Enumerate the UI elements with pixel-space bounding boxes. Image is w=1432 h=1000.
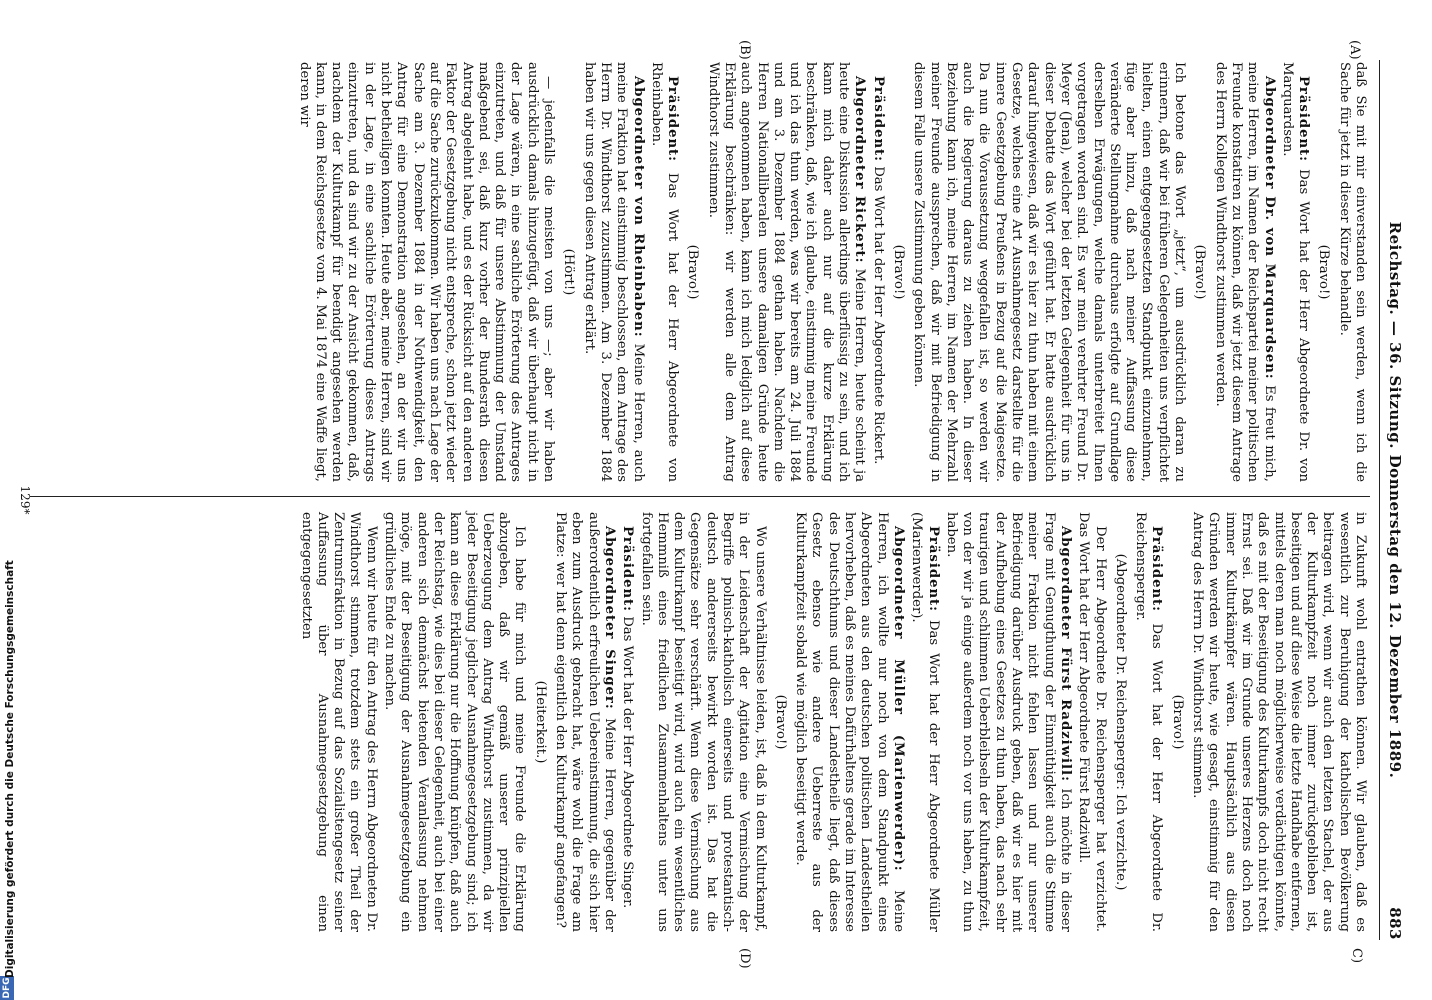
stage-direction: (Bravo!) [1316, 244, 1332, 300]
speech-paragraph [869, 62, 885, 482]
speech-text: Meine Herren, ich wollte nur noch von dem Standpunkt eines Abgeordneten aus den deutschen politischen Landestheilen hervorheben, daß es meines Dafürhaltens gerade im Interesse des Deutschthums und dieser Landestheile liegt, daß dieses Gesetz ebenso wie andere Ueberreste aus der Kulturkampfzeit sobald wie möglich beseitigt werde. [793, 512, 906, 932]
speech-text: Das Wort hat der Herr Abgeordnete Dr. Reichensperger. [1133, 512, 1165, 932]
speaker-name: Präsident: [1296, 76, 1312, 163]
speech-paragraph [648, 62, 681, 482]
stage-direction: (Heiterkeit.) [532, 680, 548, 764]
speech-paragraph [1279, 62, 1312, 482]
speaker-name: Abgeordneter Dr. von Marquardsen: [1261, 76, 1277, 380]
speech-text: Meine Herren, auch meine Fraktion hat einstimmig beschlossen, dem Antrage des Herrn Dr. Windthorst zuzustimmen. Am 3. Dezember 1884 haben wir uns gegen diesen Antrag erklärt. [581, 62, 646, 482]
speech-paragraph [908, 512, 941, 932]
speaker-name: Abgeordneter Fürst Radziwill: [1057, 526, 1073, 782]
speech-paragraph [580, 62, 645, 482]
speech-text: Das Wort hat der Herr Abgeordnete Singer. [620, 616, 636, 909]
page-header [1382, 60, 1404, 940]
text-paragraph: — jedenfalls die meisten von uns —; aber wir haben ausdrücklich damals hinzugefügt, daß wir überhaupt nicht in der Lage wären, in eine sachliche Erörterung des Antrages einzutreten, und daß für unsere Abstimmung der Umstand maßgebend sei, daß kurz vorher der Bundesrath diesen Antrag abgelehnt habe, und es der Rücksicht auf den anderen Faktor der Gesetzgebung nicht entspreche, schon jetzt wieder auf die Sache zurückzukommen. Wir haben uns nach Lage der Sache am 3. Dezember 1884 in der Nothwendigkeit, den Antrag für eine Demonstration angesehen, an der wir uns nicht betheiligen konnten. Heute aber, meine Herren, sind wir in der Lage, in eine sachliche Erörterung dieses Antrags einzutreten, und da sind wir zu der Ansicht gekommen, daß, nachdem der Kulturkampf für beendigt angesehen werden kann, in dem Reichsgesetze vom 4. Mai 1874 eine Waffe liegt, deren wir [296, 62, 557, 482]
text-paragraph: Wenn wir heute für den Antrag des Herrn Abgeordneten Dr. Windthorst stimmen, trotzdem stets ein großer Theil der Zentrumsfraktion in Bezug auf das Sozialistengesetz seiner Auffassung über Ausnahmegesetzgebung einen entgegengesetzten [298, 512, 379, 932]
text-paragraph: Ich habe für mich und meine Freunde die Erklärung abzugeben, daß wir gemäß unserer prinzipiellen Ueberzeugung dem Antrag Windthorst zustimmen, da wir jeder Beseitigung jeglicher Ausnahmegesetzgebung sind; ich kann an diese Erklärung nur die Hoffnung knüpfen, daß auch der Reichstag, wie dies bei dieser Gelegenheit, auch bei einer anderen sich demnächst bietenden Veranlassung nehmen möge, mit der Beseitigung der Ausnahmegesetzgebung ein gründliches Ende zu machen. [382, 512, 528, 932]
text-paragraph: Ich betone das Wort „jetzt“, um ausdrücklich daran zu erinnern, daß wir bei früheren Gelegenheiten uns verpflichtet hielten, einen entgegengesetzten Standpunkt einzunehmen, füge aber hinzu, daß nach meiner Auffassung diese veränderte Stellungnahme durchaus erfolgte auf Grundlage derselben Erwägungen, welche damals unterbreitet Ihnen vorgetragen worden sind. Es war mein verehrter Freund Dr. Meyer (Jena), welcher bei der letzten Gelegenheit für uns in dieser Debatte das Wort geführt hat. Er hatte ausdrücklich darauf hingewiesen, daß wir es hier zu thun haben mit einem Gesetze, welches eine Art Ausnahmegesetz darstellte für die innere Gesetzgebung Preußens in Bezug auf die Maigesetze. Da nun die Voraussetzung weggefallen ist, so werden wir auch die Regierung daraus zu ziehen haben. In dieser Beziehung kann ich, meine Herren, im Namen der Mehrzahl meiner Freunde aussprechen, daß wir mit Befriedigung in diesem Falle unsere Zustimmung geben können. [911, 62, 1188, 482]
speech-paragraph [704, 62, 867, 482]
speaker-name: Präsident: [1149, 526, 1165, 613]
right-column [295, 512, 1368, 932]
folio-mark: 129* [18, 485, 32, 515]
speech-paragraph [1132, 512, 1165, 932]
speech-text: Das Wort hat der Herr Abgeordnete Rickert. [870, 166, 886, 465]
header-title: Reichstag. — 36. Sitzung. Donnerstag den 12. Dezember 1889. [1386, 221, 1404, 779]
text-paragraph: in Zukunft wohl entrathen können. Wir glauben, daß es wesentlich zur Beruhigung der katholischen Bevölkerung beitragen wird, wenn wir auch den letzten Stachel, der aus der Kulturkampfzeit noch immer zurückgeblieben ist, beseitigen und auf diese Weise die letzte Handhabe entfernen, mittels deren man noch möglicherweise verdächtigen könnte, daß es mit der Beseitigung des Kulturkampfs doch nicht recht Ernst sei. Daß wir im Grunde unseres Herzens doch noch immer Kulturkämpfer wären. Hauptsächlich aus diesen Gründen werden wir heute, wie gesagt, einstimmig für den Antrag des Herrn Dr. Windthorst stimmen. [1190, 512, 1368, 932]
dfg-logo: DFG [2, 977, 12, 999]
margin-mark-b: (B) [737, 40, 752, 60]
speech-paragraph [792, 512, 906, 932]
speech-text: Ich möchte in dieser Frage mit Genugthuung der Einmüthigkeit auch die Stimme meiner Fraktion nicht fehlen lassen und nur unserer Befriedigung darüber Ausdruck geben, daß wir es hier mit der Aufhebung eines Gesetzes zu thun haben, das nach sehr traurigen und schlimmen Ueberbleibseln der Kulturkampfzeit, von der wir ja einige außerdem noch vor uns haben, zu thun haben. [943, 512, 1073, 932]
speaker-name: Abgeordneter von Rheinbaben: [630, 76, 646, 338]
page-number: 883 [1386, 907, 1404, 940]
stage-direction: (Bravo!) [890, 244, 906, 300]
speech-paragraph [1211, 62, 1276, 482]
digitization-note: Digitalisierung gefördert durch die Deutsche Forschungsgemeinschaft [4, 560, 16, 978]
speech-text: Meine Herren, heute scheint ja heute eine Diskussion allerdings überflüssig zu sein, und ich kann mich daher auch nur auf die kurze Erklärung beschränken, daß, wie ich glaube, einstimmig meine Freunde und ich das thun werden, was wir bereits am 24. Juli 1884 und am 3. Dezember 1884 gethan haben. Nachdem die Herren Nationalliberalen unsere damaligen Gründe heute auch angenommen haben, kann ich mich lediglich auf diese Erklärung beschränken: wir werden alle dem Antrag Windthorst zustimmen. [705, 62, 868, 482]
speech-text: Das Wort hat der Herr Abgeordnete Müller (Marienwerder). [909, 512, 941, 932]
stage-direction: (Hört!) [561, 248, 577, 296]
speaker-name: Präsident: [665, 76, 681, 163]
margin-mark-d: (D) [737, 948, 752, 969]
speech-text: Meine Herren, gegenüber der außerordentlich erfreulichen Uebereinstimmung, die sich hier eben zum Ausdruck gebracht hat, wäre wohl die Frage am Platze: wer hat denn eigentlich den Kulturkampf angefangen? [553, 512, 617, 932]
stage-direction: (Bravo!) [1169, 694, 1185, 750]
text-paragraph: Der Herr Abgeordnete Dr. Reichensperger hat verzichtet. Das Wort hat der Herr Abgeordnete Fürst Radziwill. [1076, 512, 1108, 932]
margin-mark-c: C) [1349, 948, 1364, 964]
left-column [293, 62, 1368, 482]
speaker-name: Präsident: [925, 526, 941, 613]
speaker-name: Abgeordneter Rickert: [852, 76, 868, 264]
speech-paragraph [552, 512, 617, 932]
stage-direction: (Abgeordneter Dr. Reichensperger: Ich verzichte.) [1112, 553, 1128, 891]
margin-mark-a: (A) [1347, 40, 1362, 60]
header-rule [1379, 60, 1380, 940]
stage-direction: (Bravo!) [772, 694, 788, 750]
speaker-name: Abgeordneter Müller (Marienwerder): [890, 526, 906, 872]
column-divider [30, 496, 1370, 497]
text-paragraph: Wo unsere Verhältnisse leiden, ist, daß in dem Kulturkampf, in der Leidenschaft der Agitation eine Vermischung der Begriffe polnisch-katholisch einerseits und protestantisch-deutsch andererseits bewirkt worden ist. Das hat die Gegensätze sehr verschärft. Wenn diese Vermischung aus dem Kulturkampf beseitigt wird, wird auch ein wesentliches Hemmniß eines friedlichen Zusammenhaltens unter uns fortgefallen sein. [638, 512, 768, 932]
speech-text: Das Wort hat der Herr Abgeordnete von Rheinbaben. [648, 62, 681, 482]
speaker-name: Präsident: [620, 526, 636, 613]
speech-paragraph [943, 512, 1073, 932]
speech-paragraph [619, 512, 635, 932]
speaker-name: Präsident: [870, 76, 886, 163]
speaker-name: Abgeordneter Singer: [601, 526, 617, 710]
stage-direction: (Bravo!) [1192, 244, 1208, 300]
speech-text: Es freut mich, meine Herren, im Namen der Reichspartei meiner politischen Freunde konstatiren zu können, daß wir jetzt diesem Antrage des Herrn Kollegen Windthorst zustimmen werden. [1212, 62, 1277, 482]
text-paragraph: daß Sie mit mir einverstanden sein werden, wenn ich die Sache für jetzt in dieser Kürze behandle. [1336, 62, 1368, 482]
stage-direction: (Bravo!) [685, 244, 701, 300]
speech-text: Das Wort hat der Herr Abgeordnete Dr. von Marquardsen. [1279, 62, 1312, 482]
